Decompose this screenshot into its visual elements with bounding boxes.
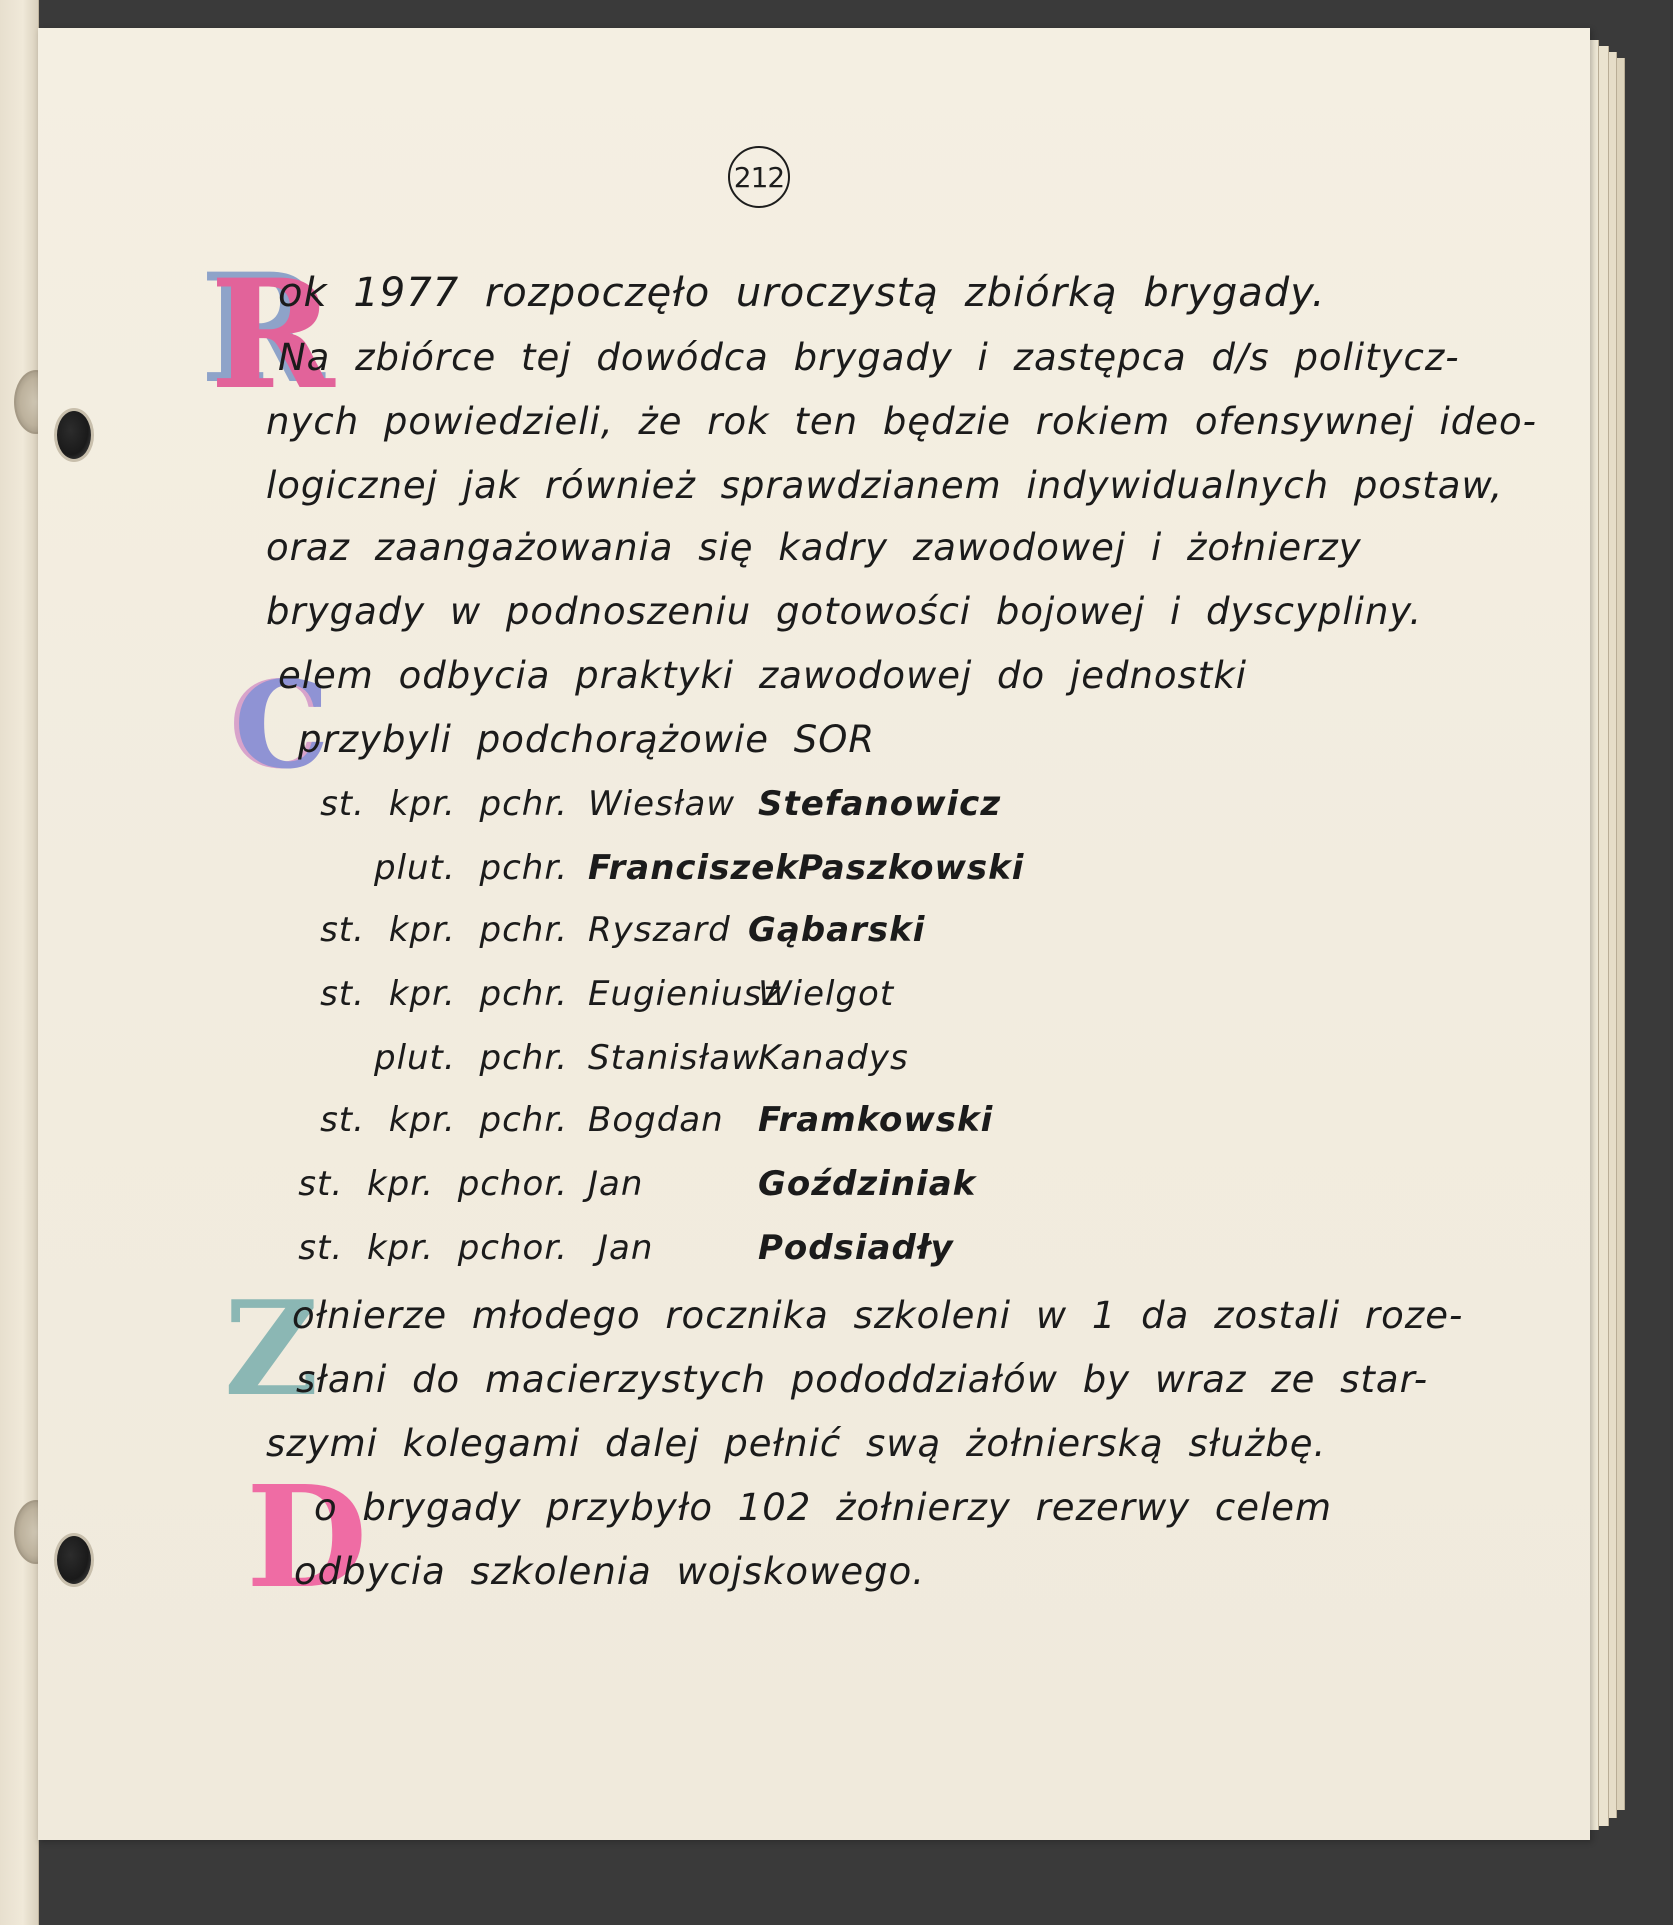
roster-first-name: Franciszek [588,848,799,888]
roster-rank: plut. pchr. [373,848,568,888]
punch-hole [54,1533,94,1587]
paragraph-line: o brygady przybyło 102 żołnierzy rezerwy celem [314,1486,1333,1529]
paragraph-line: Na zbiórce tej dowódca brygady i zastępca d/s politycz- [278,336,1460,379]
roster-last-name: Kanadys [758,1038,909,1078]
roster-last-name: Framkowski [758,1100,994,1140]
decorative-initial-c: C [234,655,330,796]
roster-rank: plut. pchr. [373,1038,568,1078]
roster-rank: st. kpr. pchor. [298,1164,568,1204]
roster-first-name: Jan [598,1228,654,1268]
paragraph-line: ołnierze młodego rocznika szkoleni w 1 da zostali roze- [292,1294,1464,1337]
roster-last-name: Podsiadły [758,1228,954,1268]
roster-first-name: Ryszard [588,910,731,950]
roster-last-name: Paszkowski [798,848,1025,888]
decorative-initial-z: Z [224,1272,319,1425]
paragraph-line: przybyli podchorążowie SOR [298,718,876,761]
page-stack-edge [1598,46,1609,1826]
roster-last-name: Stefanowicz [758,784,1002,824]
paragraph-line: brygady w podnoszeniu gotowości bojowej i dyscypliny. [266,590,1423,633]
roster-first-name: Wiesław [588,784,736,824]
paragraph-line: odbycia szkolenia wojskowego. [294,1550,925,1593]
roster-first-name: Bogdan [588,1100,724,1140]
roster-rank: st. kpr. pchr. [320,910,568,950]
roster-last-name: Goździniak [758,1164,977,1204]
roster-rank: st. kpr. pchr. [320,784,568,824]
roster-first-name: Jan [588,1164,644,1204]
roster-rank: st. kpr. pchr. [320,974,568,1014]
roster-last-name: Gąbarski [748,910,926,950]
binder-spine [0,0,39,1925]
decorative-initial-r: R [210,247,335,423]
roster-rank: st. kpr. pchor. [298,1228,568,1268]
roster-rank: st. kpr. pchr. [320,1100,568,1140]
chronicle-page [38,28,1590,1840]
roster-first-name: Eugieniusz [588,974,782,1014]
paragraph-line: logicznej jak również sprawdzianem indywidualnych postaw, [266,464,1504,507]
paragraph-line: oraz zaangażowania się kadry zawodowej i żołnierzy [266,526,1362,569]
page-number: 212 [728,146,790,208]
paragraph-line: szymi kolegami dalej pełnić swą żołnierską służbę. [266,1422,1327,1465]
roster-last-name: Wielgot [758,974,895,1014]
paragraph-line: nych powiedzieli, że rok ten będzie rokiem ofensywnej ideo- [266,400,1537,443]
paragraph-line: ok 1977 rozpoczęło uroczystą zbiórką brygady. [278,270,1326,316]
paragraph-line: słani do macierzystych pododdziałów by wraz ze star- [296,1358,1429,1401]
decorative-initial-d: D [246,1456,368,1620]
paragraph-line: elem odbycia praktyki zawodowej do jednostki [278,654,1248,697]
roster-first-name: Stanisław [588,1038,760,1078]
punch-hole [54,408,94,462]
